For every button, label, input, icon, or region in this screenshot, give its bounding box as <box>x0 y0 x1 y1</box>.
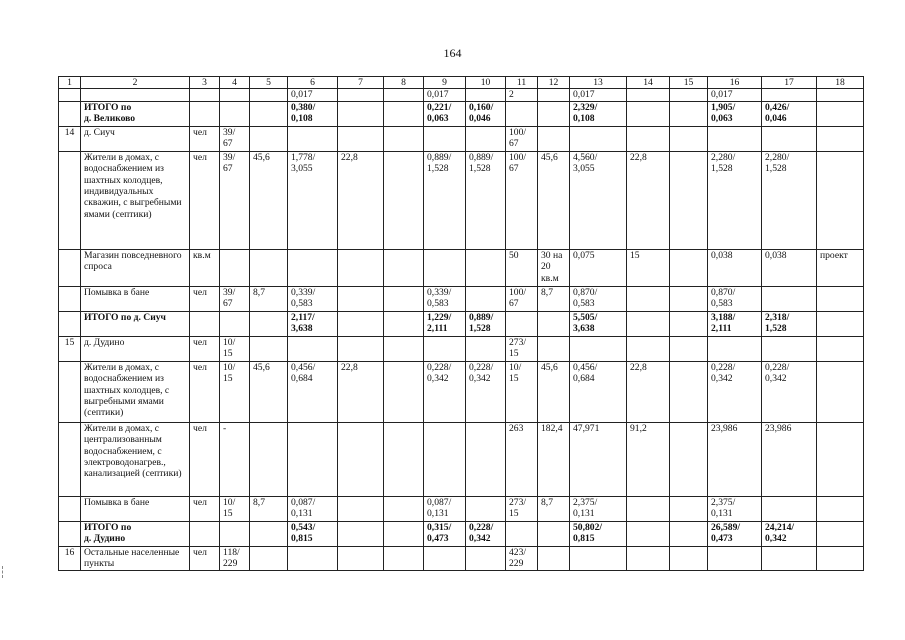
table-cell <box>538 89 570 101</box>
table-cell: чел <box>190 151 220 249</box>
scan-edge-mark <box>2 566 5 578</box>
column-header: 7 <box>338 77 384 89</box>
table-cell <box>670 422 708 496</box>
table-cell: ИТОГО по д. Великово <box>81 101 190 126</box>
table-cell: 100/ 67 <box>506 126 538 151</box>
table-cell <box>59 496 81 521</box>
table-cell: 0,228/ 0,342 <box>762 361 817 422</box>
table-cell <box>670 126 708 151</box>
table-cell: 0,228/ 0,342 <box>466 361 506 422</box>
table-cell: 0,339/ 0,583 <box>424 286 466 311</box>
table-cell <box>506 101 538 126</box>
table-cell: 0,017 <box>570 89 627 101</box>
table-cell <box>250 101 288 126</box>
table-cell <box>627 126 670 151</box>
column-header: 8 <box>384 77 424 89</box>
table-cell <box>59 101 81 126</box>
table-cell <box>384 311 424 336</box>
table-row <box>59 126 864 151</box>
table-cell: ИТОГО по д. Сиуч <box>81 311 190 336</box>
table-cell: 10/ 15 <box>220 496 250 521</box>
table-cell <box>670 521 708 546</box>
table-cell <box>762 286 817 311</box>
table-cell <box>817 311 864 336</box>
table-cell <box>670 546 708 570</box>
table-cell: 2 <box>506 89 538 101</box>
table-cell: 10/ 15 <box>220 336 250 361</box>
table-cell <box>670 151 708 249</box>
table-cell: 45,6 <box>250 361 288 422</box>
table-cell <box>817 361 864 422</box>
table-cell <box>627 336 670 361</box>
table-cell: 0,228/ 0,342 <box>466 521 506 546</box>
table-cell <box>817 496 864 521</box>
table-cell: чел <box>190 546 220 570</box>
table-cell: ИТОГО по д. Дудино <box>81 521 190 546</box>
table-cell: 182,4 <box>538 422 570 496</box>
table-cell <box>762 126 817 151</box>
table-cell <box>59 311 81 336</box>
column-header: 10 <box>466 77 506 89</box>
table-cell: 22,8 <box>627 361 670 422</box>
table-cell: 2,329/ 0,108 <box>570 101 627 126</box>
table-cell: 3,188/ 2,111 <box>708 311 762 336</box>
table-cell <box>708 546 762 570</box>
table-cell: чел <box>190 496 220 521</box>
column-header: 17 <box>762 77 817 89</box>
table-cell: 0,017 <box>288 89 338 101</box>
table-cell: 10/ 15 <box>506 361 538 422</box>
table-cell <box>190 89 220 101</box>
column-header: 18 <box>817 77 864 89</box>
table-cell <box>190 311 220 336</box>
table-cell: 39/ 67 <box>220 151 250 249</box>
table-cell <box>338 336 384 361</box>
table-cell <box>762 89 817 101</box>
table-cell <box>190 101 220 126</box>
table-cell: 2,280/ 1,528 <box>708 151 762 249</box>
table-cell: 0,075 <box>570 249 627 286</box>
table-cell <box>384 286 424 311</box>
table-cell: 0,889/ 1,528 <box>466 151 506 249</box>
table-cell <box>384 249 424 286</box>
table-cell: 0,870/ 0,583 <box>570 286 627 311</box>
column-header: 15 <box>670 77 708 89</box>
table-cell <box>506 311 538 336</box>
table-cell <box>538 126 570 151</box>
table-row <box>59 89 864 101</box>
table-cell: 118/ 229 <box>220 546 250 570</box>
table-cell <box>190 521 220 546</box>
table-cell: д. Сиуч <box>81 126 190 151</box>
table-cell <box>817 336 864 361</box>
table-cell: чел <box>190 422 220 496</box>
table-cell: 15 <box>59 336 81 361</box>
table-cell: 0,017 <box>708 89 762 101</box>
data-table <box>58 76 864 571</box>
table-cell: 0,038 <box>762 249 817 286</box>
table-cell <box>538 336 570 361</box>
table-cell: Жители в домах, с централизованным водоснабжением, с электроводонагрев., канализацией (септики) <box>81 422 190 496</box>
table-cell <box>59 361 81 422</box>
table-cell: 0,087/ 0,131 <box>288 496 338 521</box>
table-cell: 15 <box>627 249 670 286</box>
table-cell: 10/ 15 <box>220 361 250 422</box>
table-cell: 1,229/ 2,111 <box>424 311 466 336</box>
table-cell <box>384 546 424 570</box>
table-cell: 47,971 <box>570 422 627 496</box>
table-cell <box>250 311 288 336</box>
table-cell <box>288 546 338 570</box>
table-cell <box>466 126 506 151</box>
table-row <box>59 151 864 249</box>
table-cell <box>817 521 864 546</box>
table-cell <box>338 126 384 151</box>
table-row <box>59 249 864 286</box>
table-cell: 8,7 <box>538 286 570 311</box>
table-cell <box>424 422 466 496</box>
table-cell <box>627 311 670 336</box>
table-cell: 2,117/ 3,638 <box>288 311 338 336</box>
table-cell <box>670 101 708 126</box>
table-cell <box>220 101 250 126</box>
table-cell <box>250 249 288 286</box>
table-cell: 30 на 20 кв.м <box>538 249 570 286</box>
table-cell <box>506 521 538 546</box>
table-cell <box>627 546 670 570</box>
table-cell: 16 <box>59 546 81 570</box>
table-cell <box>220 249 250 286</box>
table-cell: 0,160/ 0,046 <box>466 101 506 126</box>
table-row <box>59 286 864 311</box>
table-cell: Магазин повседневного спроса <box>81 249 190 286</box>
table-cell <box>670 286 708 311</box>
table-cell <box>817 546 864 570</box>
table-cell <box>250 546 288 570</box>
table-cell <box>250 422 288 496</box>
table-cell: 8,7 <box>538 496 570 521</box>
table-cell: Жители в домах, с водоснабжением из шахтных колодцев, индивидуальных скважин, с выгребными ямами (септики) <box>81 151 190 249</box>
table-cell: 45,6 <box>538 361 570 422</box>
table-cell <box>424 546 466 570</box>
table-cell <box>338 89 384 101</box>
table-cell: 22,8 <box>338 361 384 422</box>
table-cell: - <box>220 422 250 496</box>
table-cell: 2,375/ 0,131 <box>570 496 627 521</box>
table-cell: чел <box>190 286 220 311</box>
table-cell <box>670 336 708 361</box>
table-cell <box>466 422 506 496</box>
table-cell: 1,905/ 0,063 <box>708 101 762 126</box>
header-row <box>59 77 864 89</box>
table-cell: 2,280/ 1,528 <box>762 151 817 249</box>
table-cell: 39/ 67 <box>220 286 250 311</box>
table-cell <box>220 89 250 101</box>
table-body <box>59 77 864 571</box>
table-cell <box>250 521 288 546</box>
column-header: 6 <box>288 77 338 89</box>
table-cell <box>670 311 708 336</box>
table-cell: 26,589/ 0,473 <box>708 521 762 546</box>
table-cell <box>338 249 384 286</box>
table-cell: чел <box>190 126 220 151</box>
table-cell <box>670 249 708 286</box>
table-cell: Остальные населенные пункты <box>81 546 190 570</box>
table-cell <box>288 422 338 496</box>
table-cell: 0,889/ 1,528 <box>466 311 506 336</box>
table-cell: 50 <box>506 249 538 286</box>
table-row <box>59 496 864 521</box>
table-cell: 14 <box>59 126 81 151</box>
table-cell: 0,456/ 0,684 <box>288 361 338 422</box>
table-cell <box>338 286 384 311</box>
table-cell: 8,7 <box>250 286 288 311</box>
table-row <box>59 546 864 570</box>
table-cell: 22,8 <box>338 151 384 249</box>
table-cell: 423/ 229 <box>506 546 538 570</box>
table-cell: 0,087/ 0,131 <box>424 496 466 521</box>
table-cell <box>59 286 81 311</box>
table-cell: 0,339/ 0,583 <box>288 286 338 311</box>
table-cell: 0,380/ 0,108 <box>288 101 338 126</box>
table-cell <box>288 249 338 286</box>
table-cell <box>466 286 506 311</box>
table-cell <box>338 101 384 126</box>
table-cell <box>627 101 670 126</box>
table-cell <box>538 546 570 570</box>
table-cell: проект <box>817 249 864 286</box>
column-header: 11 <box>506 77 538 89</box>
table-cell: 2,318/ 1,528 <box>762 311 817 336</box>
table-cell <box>817 126 864 151</box>
table-cell: 0,543/ 0,815 <box>288 521 338 546</box>
column-header: 14 <box>627 77 670 89</box>
table-cell: чел <box>190 361 220 422</box>
table-cell: 45,6 <box>538 151 570 249</box>
table-cell: 4,560/ 3,055 <box>570 151 627 249</box>
table-cell <box>288 336 338 361</box>
table-cell: 0,221/ 0,063 <box>424 101 466 126</box>
table-cell: 0,870/ 0,583 <box>708 286 762 311</box>
page-number: 164 <box>443 46 462 60</box>
table-cell: 2,375/ 0,131 <box>708 496 762 521</box>
table-cell <box>384 496 424 521</box>
table-cell <box>670 361 708 422</box>
table-cell <box>384 336 424 361</box>
table-cell <box>762 336 817 361</box>
table-cell <box>570 336 627 361</box>
table-cell: 0,426/ 0,046 <box>762 101 817 126</box>
table-cell <box>384 126 424 151</box>
table-cell <box>424 249 466 286</box>
table-cell <box>384 89 424 101</box>
table-cell <box>538 311 570 336</box>
table-cell <box>384 422 424 496</box>
table-cell: 39/ 67 <box>220 126 250 151</box>
table-cell <box>466 336 506 361</box>
table-cell: 8,7 <box>250 496 288 521</box>
table-cell <box>338 496 384 521</box>
table-cell <box>708 126 762 151</box>
column-header: 3 <box>190 77 220 89</box>
table-cell <box>338 422 384 496</box>
table-cell: 100/ 67 <box>506 151 538 249</box>
table-cell: д. Дудино <box>81 336 190 361</box>
table-cell: Помывка в бане <box>81 496 190 521</box>
table-row <box>59 101 864 126</box>
table-cell <box>817 151 864 249</box>
table-cell: 23,986 <box>762 422 817 496</box>
table-cell <box>220 311 250 336</box>
column-header: 2 <box>81 77 190 89</box>
table-cell <box>250 126 288 151</box>
table-cell <box>59 422 81 496</box>
column-header: 13 <box>570 77 627 89</box>
table-cell <box>817 89 864 101</box>
column-header: 16 <box>708 77 762 89</box>
table-cell: 273/ 15 <box>506 496 538 521</box>
table-cell <box>384 521 424 546</box>
table-cell <box>466 89 506 101</box>
table-cell <box>338 311 384 336</box>
table-cell: 22,8 <box>627 151 670 249</box>
table-cell <box>250 336 288 361</box>
table-cell <box>384 151 424 249</box>
column-header: 9 <box>424 77 466 89</box>
table-cell: 0,038 <box>708 249 762 286</box>
table-cell <box>817 286 864 311</box>
table-row <box>59 311 864 336</box>
table-cell <box>466 546 506 570</box>
table-cell <box>466 249 506 286</box>
table-cell: чел <box>190 336 220 361</box>
table-cell <box>338 546 384 570</box>
table-row <box>59 336 864 361</box>
table-cell: Жители в домах, с водоснабжением из шахтных колодцев, с выгребными ямами (септики) <box>81 361 190 422</box>
table-cell <box>708 336 762 361</box>
table-cell: 0,315/ 0,473 <box>424 521 466 546</box>
table-cell <box>338 521 384 546</box>
table-cell: 0,228/ 0,342 <box>424 361 466 422</box>
table-cell: Помывка в бане <box>81 286 190 311</box>
table-cell: 0,456/ 0,684 <box>570 361 627 422</box>
table-cell: 24,214/ 0,342 <box>762 521 817 546</box>
table-cell: 100/ 67 <box>506 286 538 311</box>
table-cell <box>384 361 424 422</box>
table-row <box>59 361 864 422</box>
table-cell: 0,889/ 1,528 <box>424 151 466 249</box>
table-cell <box>570 126 627 151</box>
table-cell <box>670 496 708 521</box>
table-cell <box>59 89 81 101</box>
table-cell <box>466 496 506 521</box>
table-cell <box>384 101 424 126</box>
table-cell <box>59 249 81 286</box>
table-cell: 273/ 15 <box>506 336 538 361</box>
table-cell <box>627 521 670 546</box>
table-cell <box>250 89 288 101</box>
table-row <box>59 422 864 496</box>
table-cell <box>570 546 627 570</box>
table-cell: кв.м <box>190 249 220 286</box>
table-cell <box>762 546 817 570</box>
column-header: 5 <box>250 77 288 89</box>
table-cell <box>627 496 670 521</box>
table-cell <box>817 422 864 496</box>
table-cell: 45,6 <box>250 151 288 249</box>
table-cell: 5,505/ 3,638 <box>570 311 627 336</box>
table-cell <box>538 101 570 126</box>
column-header: 1 <box>59 77 81 89</box>
table-cell: 50,802/ 0,815 <box>570 521 627 546</box>
table-cell: 23,986 <box>708 422 762 496</box>
table-cell: 263 <box>506 422 538 496</box>
table-cell <box>81 89 190 101</box>
table-cell <box>59 521 81 546</box>
table-cell <box>424 126 466 151</box>
table-row <box>59 521 864 546</box>
column-header: 4 <box>220 77 250 89</box>
table-cell <box>627 286 670 311</box>
table-cell <box>817 101 864 126</box>
table-cell <box>288 126 338 151</box>
table-cell <box>670 89 708 101</box>
table-cell <box>762 496 817 521</box>
table-cell <box>59 151 81 249</box>
table-cell: 0,228/ 0,342 <box>708 361 762 422</box>
table-cell: 1,778/ 3,055 <box>288 151 338 249</box>
table-cell: 91,2 <box>627 422 670 496</box>
table-cell <box>627 89 670 101</box>
table-cell <box>538 521 570 546</box>
table-cell <box>220 521 250 546</box>
column-header: 12 <box>538 77 570 89</box>
table-cell: 0,017 <box>424 89 466 101</box>
table-cell <box>424 336 466 361</box>
